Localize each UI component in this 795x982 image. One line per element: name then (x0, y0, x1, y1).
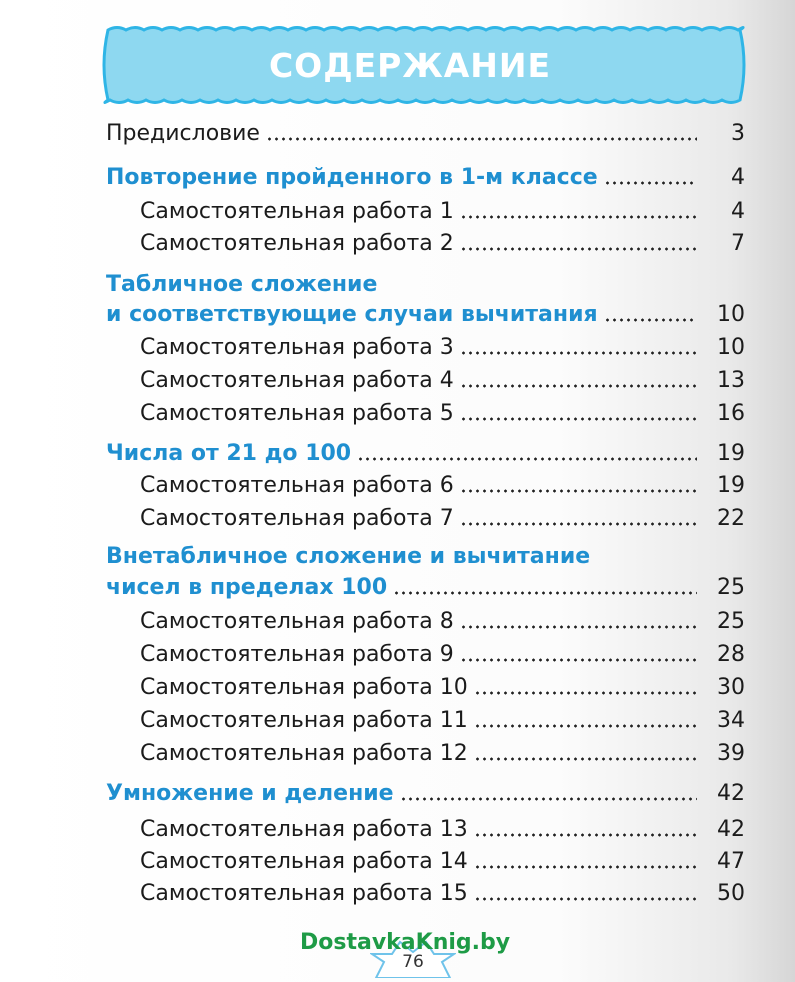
entry-page: 3 (731, 121, 745, 146)
section-page: 19 (717, 441, 745, 466)
toc-entry-work-13[interactable] (140, 810, 745, 842)
entry-label: Самостоятельная работа 2 (140, 231, 454, 256)
entry-label: Самостоятельная работа 8 (140, 609, 454, 634)
dot-leader (357, 457, 697, 461)
toc-section-4[interactable] (106, 568, 745, 600)
toc-entry-work-10[interactable] (140, 668, 745, 700)
section-title: Умножение и деление (106, 781, 394, 806)
entry-label: Самостоятельная работа 12 (140, 741, 468, 766)
toc-section-2[interactable] (106, 295, 745, 327)
entry-label: Самостоятельная работа 9 (140, 642, 454, 667)
section-title: Повторение пройденного в 1-м классе (106, 165, 598, 190)
entry-label: Самостоятельная работа 3 (140, 335, 454, 360)
dot-leader (460, 625, 697, 629)
section-title: чисел в пределах 100 (106, 575, 388, 600)
toc-entry-work-6[interactable] (140, 466, 745, 498)
dot-leader (474, 757, 697, 761)
dot-leader (460, 384, 697, 388)
toc-entry-preface[interactable] (106, 114, 745, 146)
toc-entry-work-2[interactable] (140, 224, 745, 256)
entry-page: 25 (717, 609, 745, 634)
entry-label: Предисловие (106, 121, 260, 146)
toc-entry-work-12[interactable] (140, 734, 745, 766)
dot-leader (474, 691, 697, 695)
toc-entry-work-8[interactable] (140, 602, 745, 634)
dot-leader (460, 522, 697, 526)
entry-page: 19 (717, 473, 745, 498)
dot-leader (474, 833, 697, 837)
toc-entry-work-1[interactable] (140, 192, 745, 224)
entry-page: 42 (717, 817, 745, 842)
entry-label: Самостоятельная работа 14 (140, 849, 468, 874)
entry-page: 30 (717, 675, 745, 700)
dot-leader (474, 897, 697, 901)
section-title-line[interactable]: Внетабличное сложение и вычитание (106, 544, 591, 569)
section-title-line[interactable]: Табличное сложение (106, 272, 378, 297)
toc-entry-work-11[interactable] (140, 701, 745, 733)
toc-entry-work-4[interactable] (140, 361, 745, 393)
dot-leader (474, 724, 697, 728)
entry-page: 13 (717, 368, 745, 393)
entry-label: Самостоятельная работа 13 (140, 817, 468, 842)
dot-leader (604, 318, 697, 322)
entry-label: Самостоятельная работа 15 (140, 881, 468, 906)
dot-leader (393, 591, 697, 595)
dot-leader (604, 181, 697, 185)
section-title: и соответствующие случаи вычитания (106, 302, 598, 327)
entry-page: 47 (717, 849, 745, 874)
entry-page: 34 (717, 708, 745, 733)
toc-section-3[interactable] (106, 434, 745, 466)
section-page: 25 (717, 575, 745, 600)
dot-leader (460, 417, 697, 421)
entry-label: Самостоятельная работа 1 (140, 199, 454, 224)
entry-page: 39 (717, 741, 745, 766)
dot-leader (266, 137, 697, 141)
contents-title: СОДЕРЖАНИЕ (268, 46, 552, 85)
toc-entry-work-5[interactable] (140, 394, 745, 426)
toc-section-5[interactable] (106, 774, 745, 806)
toc-entry-work-7[interactable] (140, 499, 745, 531)
dot-leader (460, 658, 697, 662)
page-number: 76 (402, 952, 424, 972)
entry-label: Самостоятельная работа 6 (140, 473, 454, 498)
entry-page: 28 (717, 642, 745, 667)
dot-leader (460, 247, 697, 251)
dot-leader (460, 489, 697, 493)
entry-label: Самостоятельная работа 4 (140, 368, 454, 393)
dot-leader (474, 865, 697, 869)
entry-page: 10 (717, 335, 745, 360)
entry-page: 7 (731, 231, 745, 256)
toc-entry-work-15[interactable] (140, 874, 745, 906)
toc-entry-work-3[interactable] (140, 328, 745, 360)
toc-entry-work-14[interactable] (140, 842, 745, 874)
section-page: 42 (717, 781, 745, 806)
dot-leader (460, 351, 697, 355)
entry-page: 50 (717, 881, 745, 906)
section-title: Числа от 21 до 100 (106, 441, 352, 466)
toc-entry-work-9[interactable] (140, 635, 745, 667)
watermark: DostavkaKnig.by (300, 930, 511, 955)
entry-label: Самостоятельная работа 7 (140, 506, 454, 531)
section-page: 4 (731, 165, 745, 190)
dot-leader (400, 797, 697, 801)
section-page: 10 (717, 302, 745, 327)
entry-label: Самостоятельная работа 11 (140, 708, 468, 733)
contents-banner (100, 20, 750, 112)
entry-page: 16 (717, 401, 745, 426)
entry-label: Самостоятельная работа 10 (140, 675, 468, 700)
toc-section-1[interactable] (106, 158, 745, 190)
entry-label: Самостоятельная работа 5 (140, 401, 454, 426)
dot-leader (460, 215, 697, 219)
entry-page: 22 (717, 506, 745, 531)
entry-page: 4 (731, 199, 745, 224)
